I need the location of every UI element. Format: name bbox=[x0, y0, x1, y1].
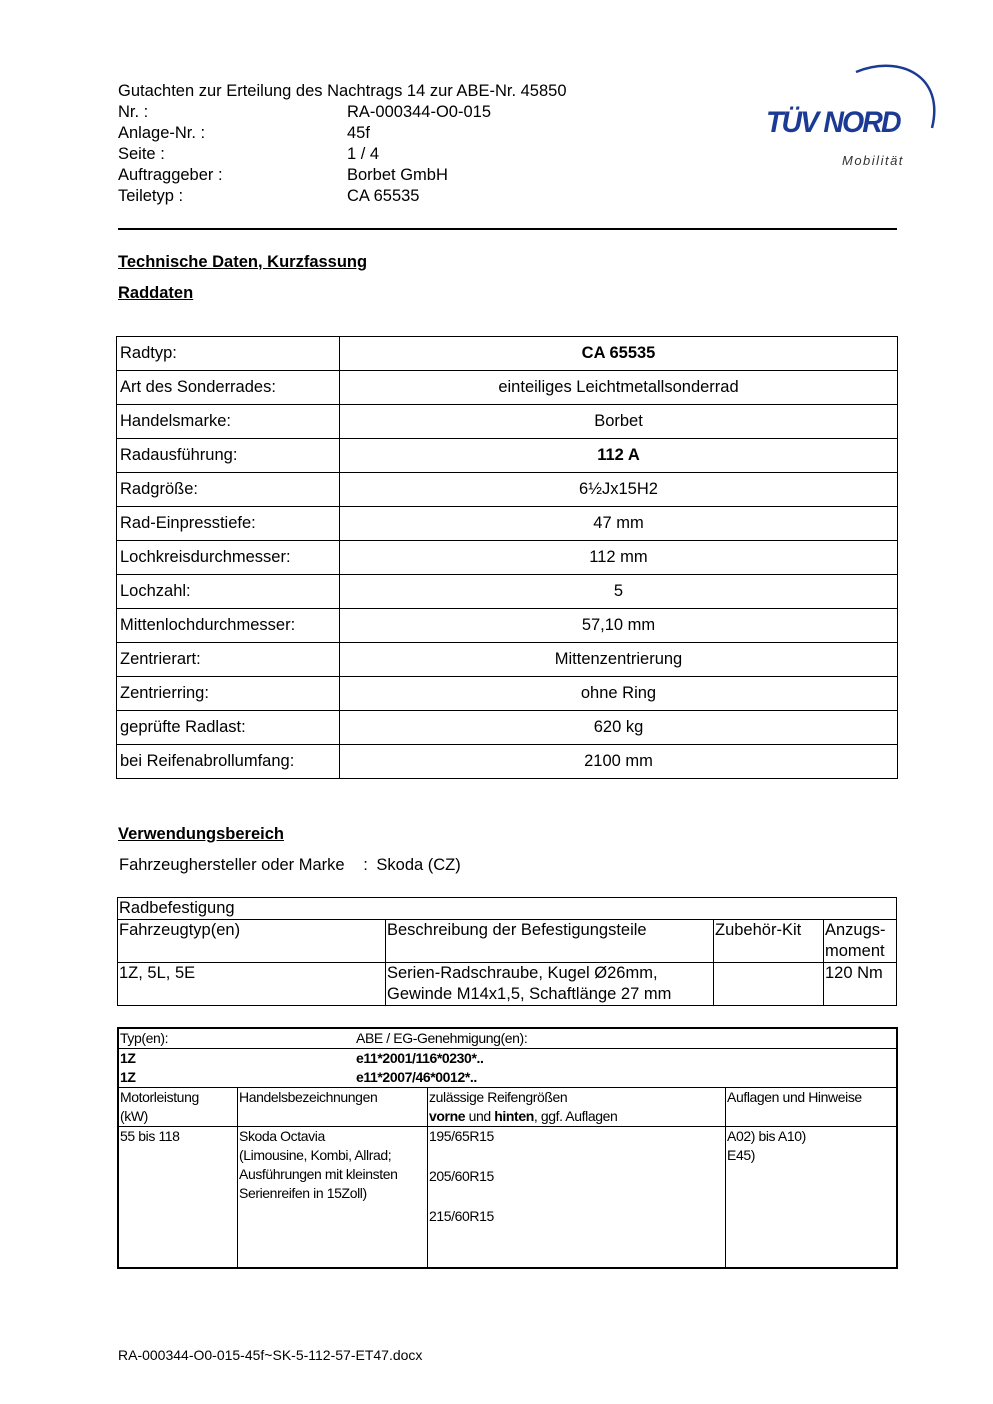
column-header-handelsbezeichnungen: Handelsbezeichnungen bbox=[238, 1088, 428, 1127]
header-divider bbox=[118, 228, 897, 230]
table-row bbox=[118, 898, 897, 920]
table-row bbox=[118, 1088, 897, 1127]
raddaten-table bbox=[116, 336, 898, 779]
document-title: Gutachten zur Erteilung des Nachtrags 14 zur ABE-Nr. 45850 bbox=[118, 82, 567, 100]
table-row: Lochkreisdurchmesser: 112 mm bbox=[117, 541, 898, 575]
vehicle-maker-separator: : bbox=[363, 856, 368, 874]
table-row: Mittenlochdurchmesser: 57,10 mm bbox=[117, 609, 898, 643]
table-row: 1Z, 5L, 5E Serien-Radschraube, Kugel Ø26mm, Gewinde M14x1,5, Schaftlänge 27 mm 120 Nm bbox=[118, 963, 897, 1006]
section-title-technische-daten: Technische Daten, Kurzfassung bbox=[118, 253, 368, 271]
column-header-zubehoer-kit: Zubehör-Kit bbox=[714, 920, 824, 963]
auflagen-cell: A02) bis A10) E45) bbox=[726, 1127, 898, 1269]
header-field-auftraggeber: Auftraggeber : Borbet GmbH bbox=[118, 166, 448, 184]
table-row: Radausführung: 112 A bbox=[117, 439, 898, 473]
table-row: Handelsmarke: Borbet bbox=[117, 405, 898, 439]
column-header-fahrzeugtyp: Fahrzeugtyp(en) bbox=[118, 920, 386, 963]
table-row: bei Reifenabrollumfang: 2100 mm bbox=[117, 745, 898, 779]
table-row: Lochzahl: 5 bbox=[117, 575, 898, 609]
tuv-nord-logo bbox=[760, 56, 942, 172]
typ-header: Typ(en): bbox=[120, 1030, 169, 1046]
typen-table bbox=[117, 1027, 898, 1269]
radbefestigung-table bbox=[117, 897, 897, 1006]
header-field-teiletyp: Teiletyp : CA 65535 bbox=[118, 187, 420, 205]
column-header-anzugsmoment: Anzugs- moment bbox=[824, 920, 897, 963]
table-row: 55 bis 118 Skoda Octavia (Limousine, Kombi, Allrad; Ausführungen mit kleinsten Serienreifen in 15Zoll) 195/65R15 205/60R15 215/60R15 A02) bis A10) E45) bbox=[118, 1127, 897, 1269]
header-field-seite: Seite : 1 / 4 bbox=[118, 145, 380, 163]
abe-header: ABE / EG-Genehmigung(en): bbox=[356, 1030, 528, 1046]
radbefestigung-title: Radbefestigung bbox=[118, 898, 897, 920]
table-row: geprüfte Radlast: 620 kg bbox=[117, 711, 898, 745]
table-row: Rad-Einpresstiefe: 47 mm bbox=[117, 507, 898, 541]
table-row bbox=[118, 1028, 897, 1049]
logo-name: TÜV NORD bbox=[766, 106, 900, 139]
footer-filename: RA-000344-O0-015-45f~SK-5-112-57-ET47.docx bbox=[118, 1347, 423, 1363]
section-title-verwendungsbereich: Verwendungsbereich bbox=[118, 825, 284, 843]
column-header-motorleistung: Motorleistung (kW) bbox=[118, 1088, 238, 1127]
table-row: Art des Sonderrades: einteiliges Leichtmetallsonderrad bbox=[117, 371, 898, 405]
reifen-cell: 195/65R15 205/60R15 215/60R15 bbox=[428, 1127, 726, 1269]
vehicle-maker-label: Fahrzeughersteller oder Marke bbox=[119, 856, 345, 874]
vehicle-maker-line bbox=[119, 855, 461, 876]
header-field-nr: Nr. : RA-000344-O0-015 bbox=[118, 103, 492, 121]
handelsbezeichnung-cell: Skoda Octavia (Limousine, Kombi, Allrad; Ausführungen mit kleinsten Serienreifen in 15Zoll) bbox=[238, 1127, 428, 1269]
column-header-auflagen: Auflagen und Hinweise bbox=[726, 1088, 898, 1127]
table-row: Zentrierring: ohne Ring bbox=[117, 677, 898, 711]
table-row bbox=[118, 920, 897, 963]
header-fields bbox=[118, 102, 491, 207]
table-row: Zentrierart: Mittenzentrierung bbox=[117, 643, 898, 677]
vehicle-maker-value: Skoda (CZ) bbox=[376, 856, 461, 874]
column-header-beschreibung: Beschreibung der Befestigungsteile bbox=[386, 920, 714, 963]
section-subtitle-raddaten: Raddaten bbox=[118, 284, 194, 302]
column-header-reifengroessen: zulässige Reifengrößen vorne und hinten, ggf. Auflagen bbox=[428, 1088, 726, 1127]
table-row: Radtyp: CA 65535 bbox=[117, 337, 898, 371]
logo-subtitle: Mobilität bbox=[842, 153, 904, 168]
header-field-anlage: Anlage-Nr. : 45f bbox=[118, 124, 370, 142]
table-row: Radgröße: 6½Jx15H2 bbox=[117, 473, 898, 507]
table-row: 1Z e11*2001/116*0230*.. 1Z e11*2007/46*0012*.. bbox=[118, 1049, 897, 1088]
